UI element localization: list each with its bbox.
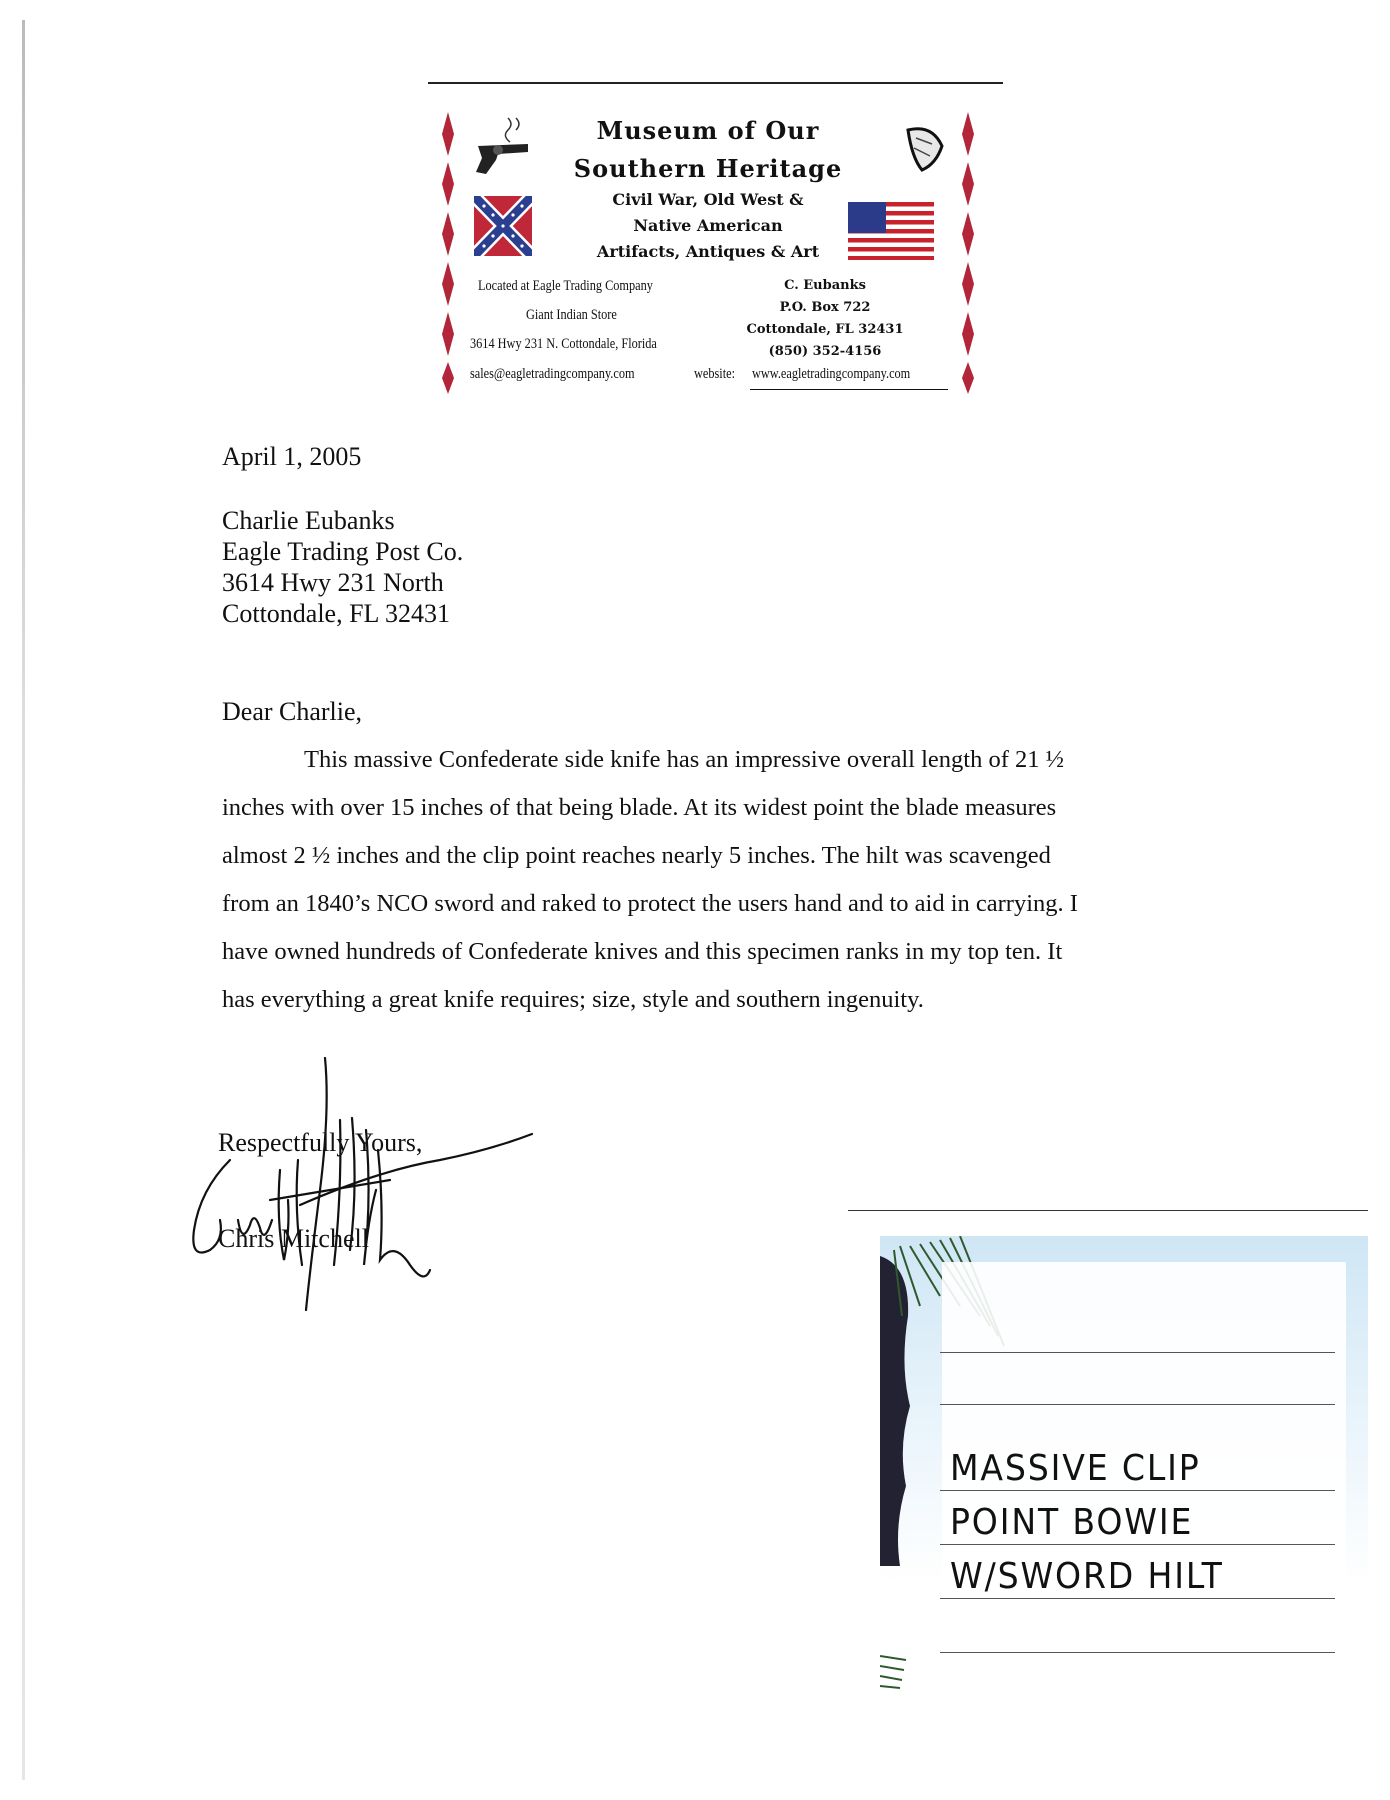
body-line: almost 2 ½ inches and the clip point reaches nearly 5 inches. The hilt was scavenged	[222, 842, 1051, 869]
note-line3: W/SWORD HILT	[950, 1556, 1224, 1597]
note-rule	[940, 1352, 1335, 1353]
location-line1: Located at Eagle Trading Company	[478, 278, 653, 294]
city-state-zip: Cottondale, FL 32431	[746, 322, 904, 337]
recipient-name: Charlie Eubanks	[222, 506, 395, 535]
note-top-rule	[848, 1210, 1368, 1211]
contact-name: C. Eubanks	[784, 278, 866, 293]
phone-number: (850) 352-4156	[768, 344, 882, 359]
note-line1: MASSIVE CLIP	[950, 1448, 1201, 1489]
subtitle-line1: Civil War, Old West &	[612, 190, 804, 209]
website-label: website:	[694, 366, 735, 382]
letterhead-card	[440, 112, 976, 394]
body-line: inches with over 15 inches of that being blade. At its widest point the blade measures	[222, 794, 1057, 821]
location-line3: 3614 Hwy 231 N. Cottondale, Florida	[470, 336, 657, 352]
body-line: from an 1840’s NCO sword and raked to protect the users hand and to aid in carrying. I	[222, 890, 1078, 917]
po-box: P.O. Box 722	[779, 300, 871, 315]
subtitle-line3: Artifacts, Antiques & Art	[596, 242, 820, 261]
salutation: Dear Charlie,	[222, 697, 363, 726]
body-line: have owned hundreds of Confederate knives and this specimen ranks in my top ten. It	[222, 938, 1063, 965]
closing: Respectfully Yours,	[218, 1128, 423, 1157]
recipient-city: Cottondale, FL 32431	[222, 599, 450, 628]
website-url: www.eagletradingcompany.com	[752, 366, 911, 382]
letter-date: April 1, 2005	[222, 442, 362, 471]
note-rule	[940, 1544, 1335, 1545]
note-rule	[940, 1490, 1335, 1491]
body-line: has everything a great knife requires; size, style and southern ingenuity.	[222, 986, 924, 1013]
recipient-company: Eagle Trading Post Co.	[222, 537, 464, 566]
signer-name: Chris Mitchell	[218, 1224, 369, 1253]
letter-body	[222, 736, 1202, 1024]
note-line2: POINT BOWIE	[950, 1502, 1194, 1543]
scan-edge	[22, 20, 25, 1780]
subtitle-line2: Native American	[633, 216, 783, 235]
top-rule	[428, 82, 1003, 84]
note-rule	[940, 1598, 1335, 1599]
signature-icon	[180, 1050, 540, 1320]
sticky-note	[880, 1236, 1368, 1700]
body-line: This massive Confederate side knife has an impressive overall length of 21 ½	[304, 746, 1064, 773]
museum-title-line1: Museum of Our	[596, 116, 820, 145]
recipient-street: 3614 Hwy 231 North	[222, 568, 444, 597]
location-line2: Giant Indian Store	[526, 307, 617, 323]
museum-title-line2: Southern Heritage	[573, 154, 843, 183]
email-address: sales@eagletradingcompany.com	[470, 366, 635, 382]
note-rule	[940, 1404, 1335, 1405]
website-underline	[750, 389, 948, 390]
note-rule	[940, 1652, 1335, 1653]
